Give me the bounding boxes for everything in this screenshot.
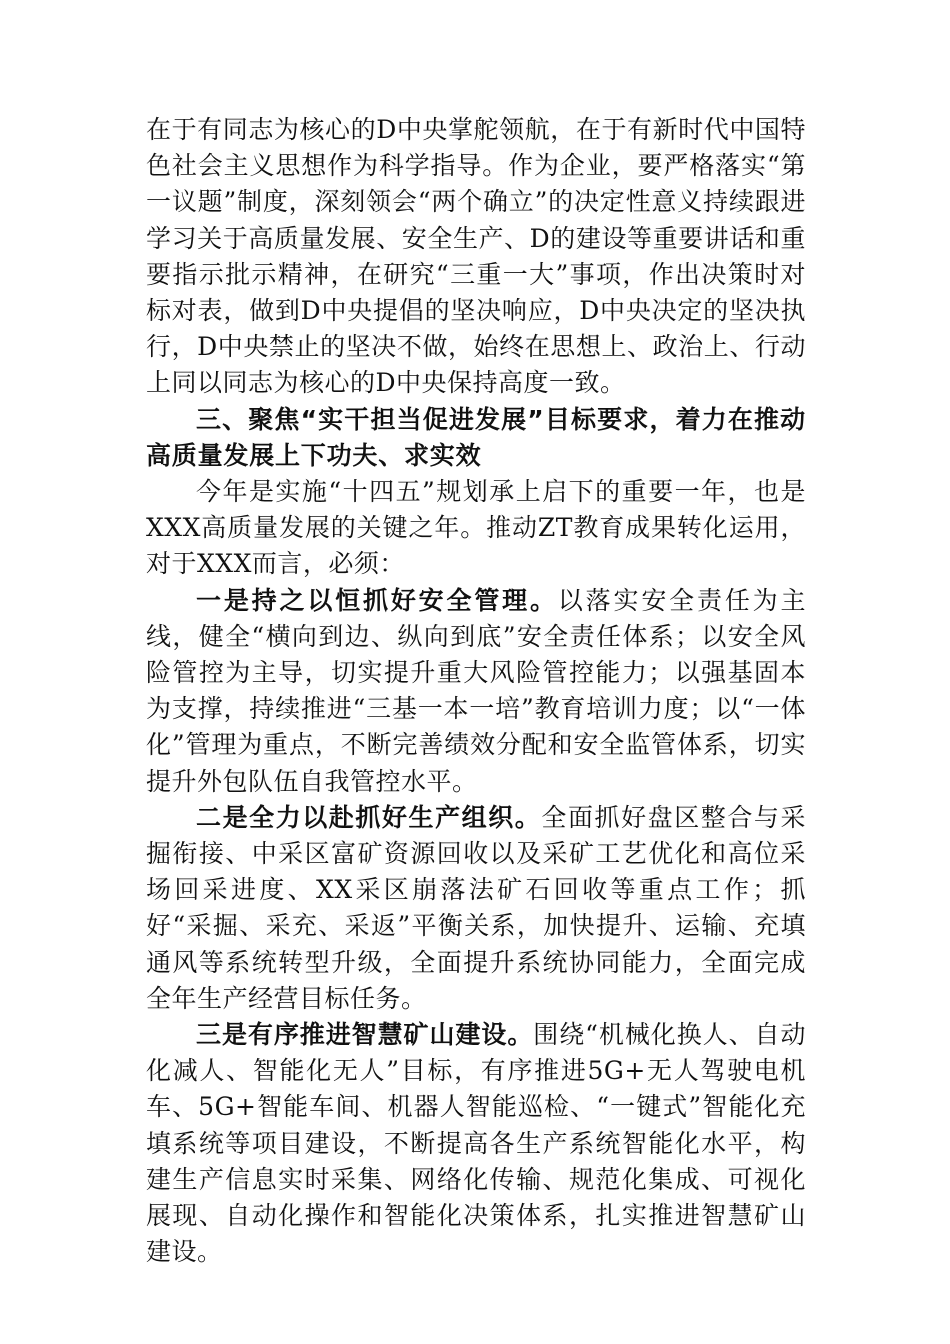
item-body-production: 全面抓好盘区整合与采掘衔接、中采区富矿资源回收以及采矿工艺优化和高位采场回采进度、XX采区崩落法矿石回收等重点工作；抓好“采掘、采充、采返”平衡关系，加快提升、运输、充填通风等系统转型升级，全面提升系统协同能力，全面完成全年生产经营目标任务。 xyxy=(146,802,806,1013)
item-body-smart-mine: 围绕“机械化换人、自动化减人、智能化无人”目标，有序推进5G+无人驾驶电机车、5G+智能车间、机器人智能巡检、“一键式”智能化充填系统等项目建设，不断提高各生产系统智能化水平，构建生产信息实时采集、网络化传输、规范化集成、可视化展现、自动化操作和智能化决策体系，扎实推进智慧矿山建设。 xyxy=(146,1020,806,1267)
section-heading-3: 三、聚焦“实干担当促进发展”目标要求，着力在推动高质量发展上下功夫、求实效 xyxy=(146,404,806,470)
item-body-safety: 以落实安全责任为主线，健全“横向到边、纵向到底”安全责任体系；以安全风险管控为主导，切实提升重大风险管控能力；以强基固本为支撑，持续推进“三基一本一培”教育培训力度；以“一体化”管理为重点，不断完善绩效分配和安全监管体系，切实提升外包队伍自我管控水平。 xyxy=(146,585,806,796)
paragraph-continuation: 在于有同志为核心的D中央掌舵领航，在于有新时代中国特色社会主义思想作为科学指导。作为企业，要严格落实“第一议题”制度，深刻领会“两个确立”的决定性意义持续跟进学习关于高质量发展、安全生产、D的建设等重要讲话和重要指示批示精神，在研究“三重一大”事项，作出决策时对标对表，做到D中央提倡的坚决响应，D中央决定的坚决执行，D中央禁止的坚决不做，始终在思想上、政治上、行动上同以同志为核心的D中央保持高度一致。 xyxy=(146,115,806,398)
item-lead-production: 二是全力以赴抓好生产组织。 xyxy=(196,802,542,832)
paragraph-intro: 今年是实施“十四五”规划承上启下的重要一年，也是XXX高质量发展的关键之年。推动ZT教育成果转化运用，对于XXX而言，必须： xyxy=(146,477,806,579)
document-page xyxy=(146,112,806,1271)
list-item-smart-mine xyxy=(146,1017,806,1270)
item-lead-safety: 一是持之以恒抓好安全管理。 xyxy=(196,585,558,615)
list-item-safety xyxy=(146,583,806,800)
list-item-production xyxy=(146,800,806,1017)
item-lead-smart-mine: 三是有序推进智慧矿山建设。 xyxy=(196,1020,534,1050)
